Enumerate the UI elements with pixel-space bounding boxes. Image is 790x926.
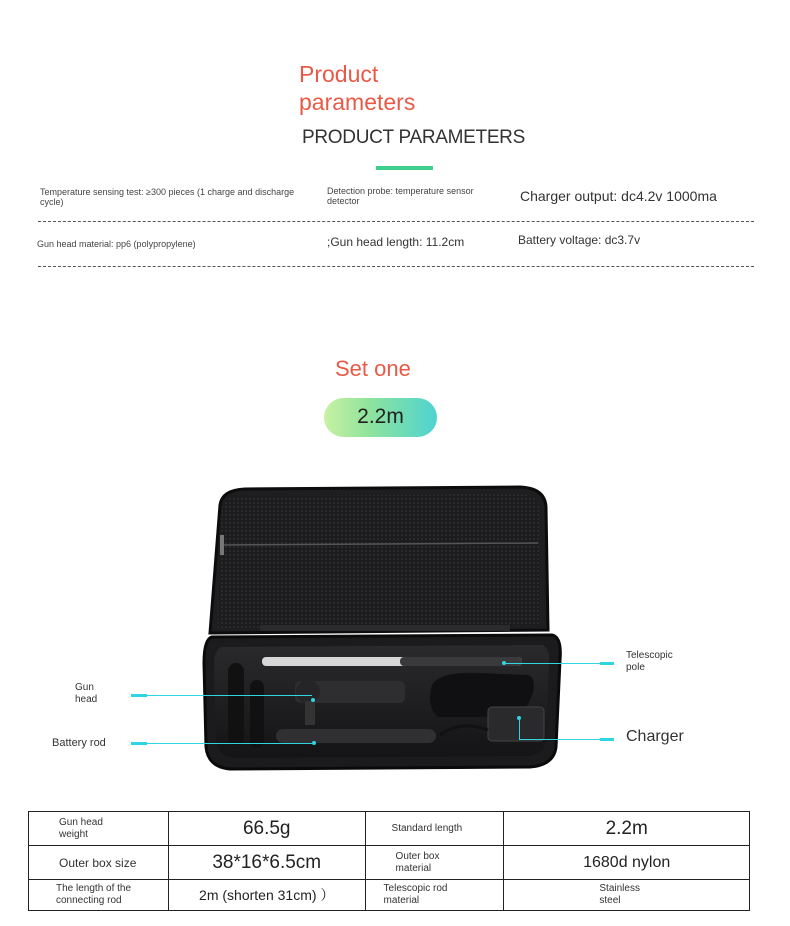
callout-label-charger: Charger — [626, 728, 684, 745]
callout-line-telescopic — [504, 663, 600, 664]
table-row — [29, 880, 750, 911]
callout-end-battery-rod — [131, 742, 147, 745]
param-gun-head-material: Gun head material: pp6 (polypropylene) — [37, 239, 196, 249]
callout-vline-charger — [519, 718, 520, 739]
table-row — [29, 846, 750, 880]
spec-value-telescopic-rod-material — [504, 880, 750, 911]
set-title: Set one — [335, 356, 411, 381]
spec-value-connecting-rod: 2m (shorten 31cm) ） — [168, 880, 365, 911]
callout-dot-gun-head — [311, 698, 315, 702]
spec-label-text: Gun head weight — [59, 816, 103, 840]
param-charger-output: Charger output: dc4.2v 1000ma — [520, 188, 717, 204]
callout-dot-battery-rod — [312, 741, 316, 745]
callout-end-gun-head — [131, 694, 147, 697]
spec-label-outer-box-material — [365, 846, 504, 880]
carrying-case-image — [200, 485, 570, 775]
spec-label-text: Outer box material — [395, 850, 440, 874]
param-divider-1 — [38, 221, 754, 222]
spec-value-outer-box-material: 1680d nylon — [504, 846, 750, 880]
spec-label-gun-head-weight — [29, 812, 169, 846]
page-subtitle: PRODUCT PARAMETERS — [302, 127, 525, 148]
param-divider-2 — [38, 266, 754, 267]
callout-line-gun-head — [147, 695, 312, 696]
spec-label-outer-box-size: Outer box size — [29, 846, 169, 880]
param-battery-voltage: Battery voltage: dc3.7v — [518, 233, 641, 247]
length-badge: 2.2m — [324, 398, 437, 437]
page-title-line2: parameters — [299, 89, 416, 115]
callout-line-charger — [519, 739, 600, 740]
callout-label-gun-head: Gun head — [75, 682, 98, 705]
spec-value-outer-box-size: 38*16*6.5cm — [168, 846, 365, 880]
page-title-line1: Product — [299, 61, 379, 87]
param-temperature-test: Temperature sensing test: ≥300 pieces (1 charge and discharge cycle) — [40, 187, 295, 207]
callout-line-battery-rod — [147, 743, 312, 744]
page-title — [299, 60, 415, 116]
callout-label-telescopic-pole: Telescopic pole — [626, 650, 673, 673]
spec-label-text: Telescopic rod material — [383, 883, 448, 906]
callout-end-telescopic — [600, 662, 614, 665]
spec-label-telescopic-rod-material — [365, 880, 504, 911]
spec-label-standard-length: Standard length — [365, 812, 504, 846]
spec-value-text: Stainless steel — [599, 883, 640, 906]
param-detection-probe: Detection probe: temperature sensor detector — [327, 186, 474, 206]
spec-label-connecting-rod — [29, 880, 169, 911]
spec-value-standard-length: 2.2m — [504, 812, 750, 846]
spec-table — [28, 811, 750, 911]
spec-value-gun-head-weight: 66.5g — [168, 812, 365, 846]
param-gun-head-length: ;Gun head length: 11.2cm — [327, 235, 465, 249]
callout-end-charger — [600, 738, 614, 741]
table-row — [29, 812, 750, 846]
callout-label-battery-rod: Battery rod — [52, 737, 106, 749]
title-underline — [376, 166, 433, 170]
spec-label-text: The length of the connecting rod — [56, 883, 132, 906]
